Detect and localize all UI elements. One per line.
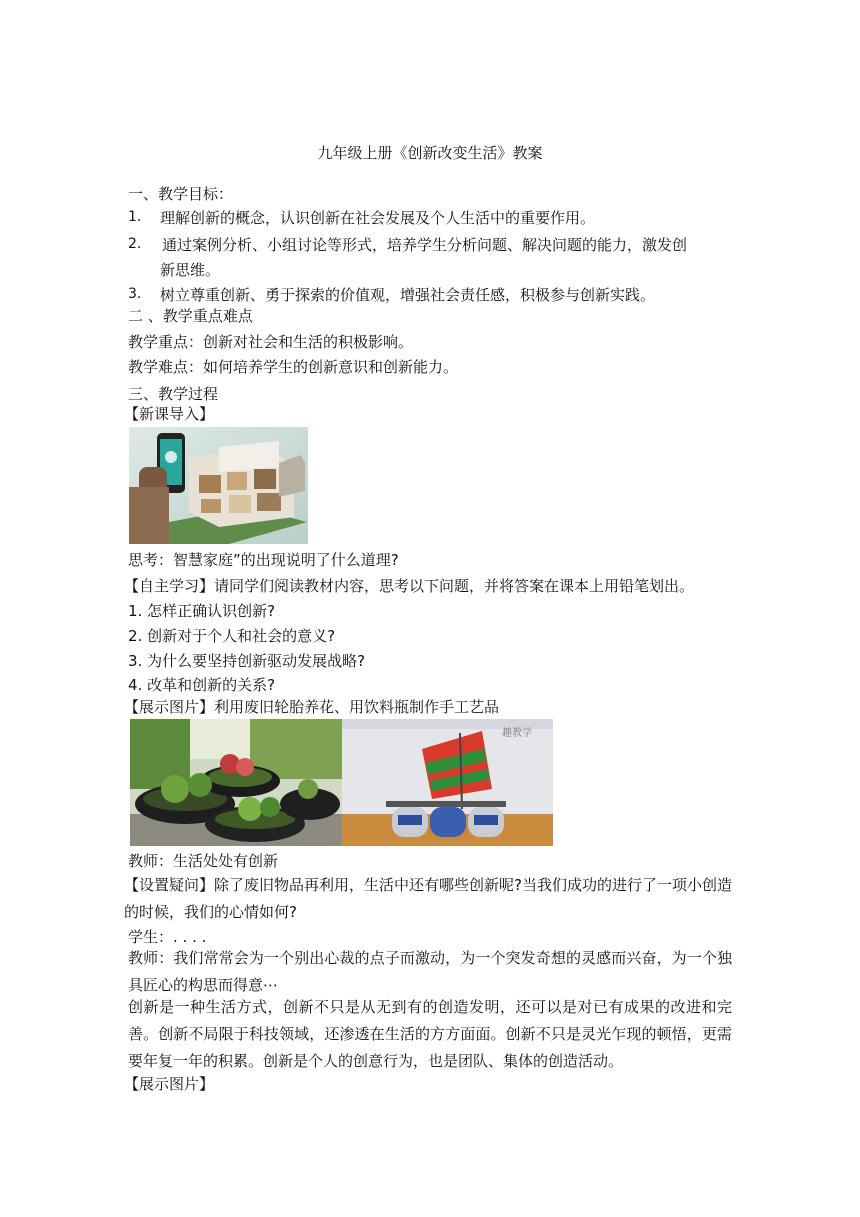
think-question: 思考：智慧家庭”的出现说明了什么道理?	[128, 551, 399, 569]
goal-2-text-cont: 新思维。	[160, 261, 221, 279]
teacher-statement-1: 教师：生活处处有创新	[128, 852, 279, 870]
teacher-statement-2: 教师：我们常常会为一个别出心裁的点子而激动，为一个突发奇想的灵感而兴奋，为一个独具匠心的构思而得意⋯	[128, 949, 732, 994]
intro-tag: 【新课导入】	[124, 405, 215, 423]
image-watermark: 趣教学	[502, 728, 532, 739]
goal-1-num: 1.	[128, 209, 142, 225]
self-study-instruction: 【自主学习】请同学们阅读教材内容，思考以下问题，并将答案在课本上用铅笔划出。	[124, 577, 695, 595]
teaching-difficulty: 教学难点：如何培养学生的创新意识和创新能力。	[128, 358, 459, 376]
goal-2-text: 通过案例分析、小组讨论等形式，培养学生分析问题、解决问题的能力，激发创	[162, 236, 688, 254]
show-pictures-caption: 【展示图片】利用废旧轮胎养花、用饮料瓶制作手工艺品	[124, 698, 500, 716]
teaching-focus: 教学重点：创新对社会和生活的积极影响。	[128, 333, 414, 351]
question-4: 4. 改革和创新的关系?	[128, 676, 276, 694]
goal-2-num: 2.	[128, 236, 142, 252]
section3-heading: 三、教学过程	[128, 385, 219, 403]
goal-3-text: 树立尊重创新、勇于探索的价值观，增强社会责任感，积极参与创新实践。	[160, 286, 656, 304]
question-1: 1. 怎样正确认识创新?	[128, 602, 276, 620]
page-title: 九年级上册《创新改变生活》教案	[317, 144, 543, 162]
question-2: 2. 创新对于个人和社会的意义?	[128, 627, 336, 645]
set-question: 【设置疑问】除了废旧物品再利用，生活中还有哪些创新呢?当我们成功的进行了一项小创造的时候，我们的心情如何?	[124, 876, 732, 921]
section1-heading: 一、教学目标：	[128, 185, 234, 203]
student-response: 学生：. . . .	[128, 928, 207, 946]
tire-planter-image	[130, 719, 342, 846]
smart-home-image	[129, 427, 308, 544]
goal-3-num: 3.	[128, 286, 142, 302]
show-pictures-caption-2: 【展示图片】	[124, 1075, 215, 1093]
question-3: 3. 为什么要坚持创新驱动发展战略?	[128, 652, 366, 670]
bottle-boat-image	[342, 719, 553, 846]
goal-1-text: 理解创新的概念，认识创新在社会发展及个人生活中的重要作用。	[160, 209, 596, 227]
innovation-paragraph: 创新是一种生活方式，创新不只是从无到有的创造发明，还可以是对已有成果的改进和完善。创新不局限于科技领域，还渗透在生活的方方面面。创新不只是灵光乍现的顿悟，更需要年复一年的积累。创新是个人的创意行为，也是团队、集体的创造活动。	[128, 998, 732, 1070]
section2-heading: 二 、教学重点难点	[128, 307, 253, 325]
